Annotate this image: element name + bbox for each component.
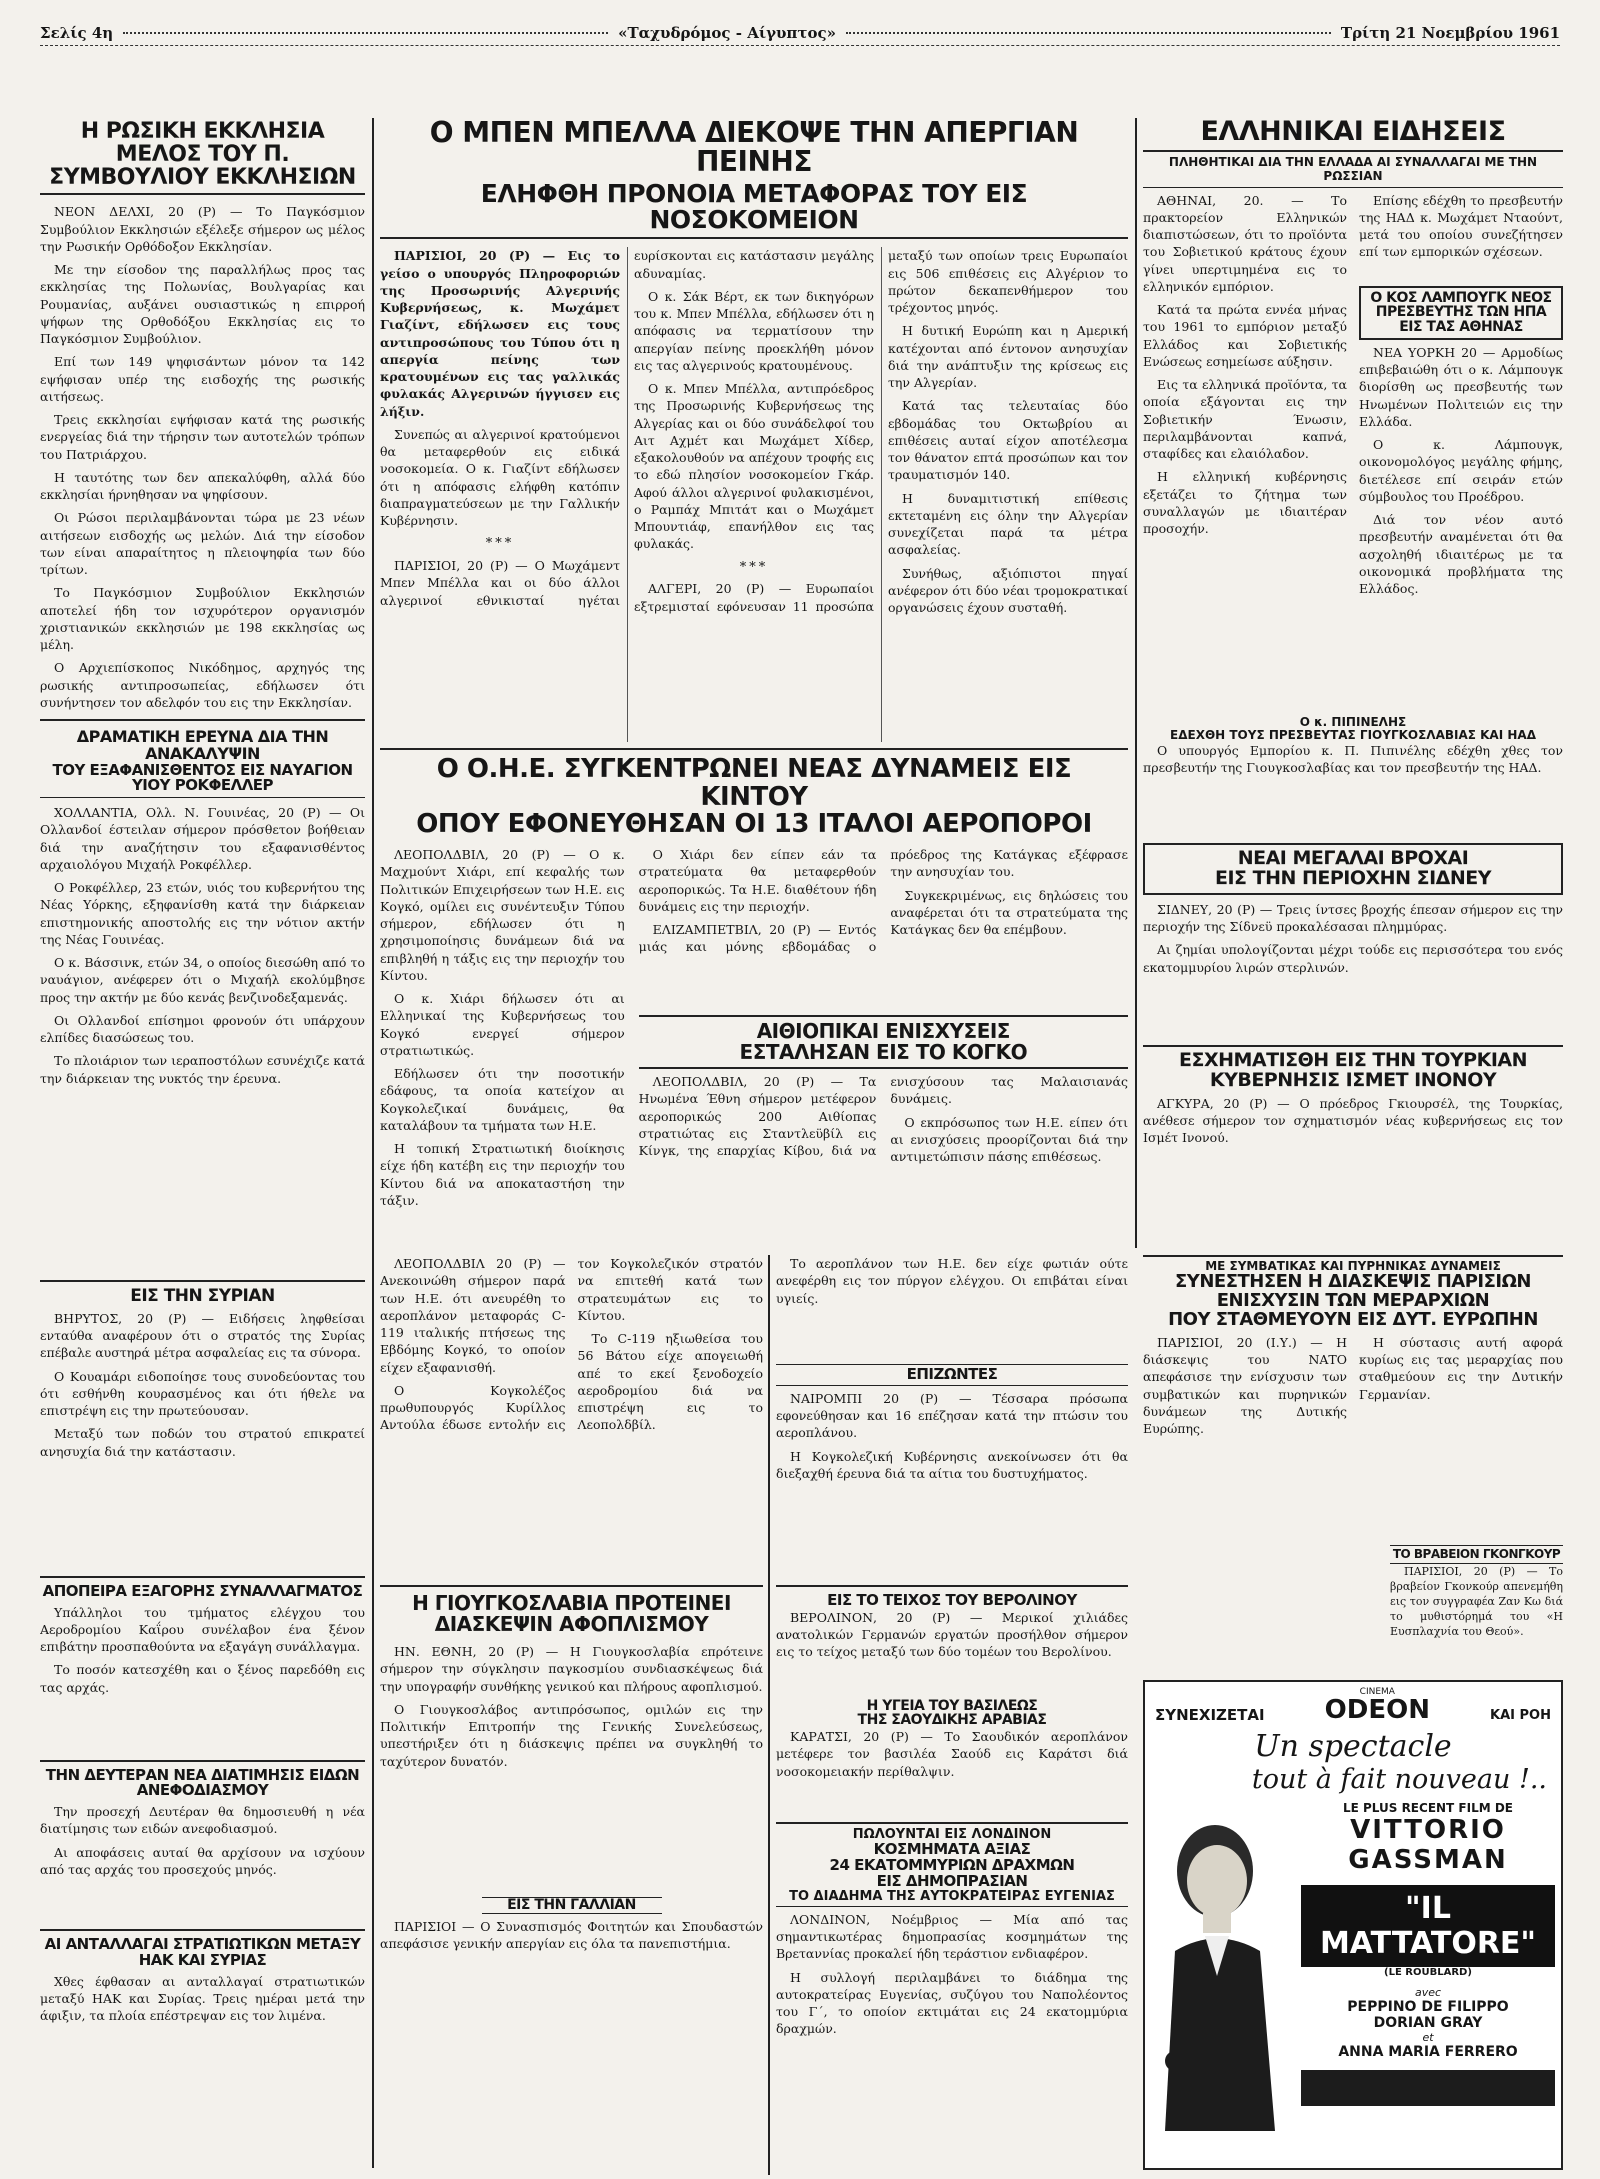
center-right-column xyxy=(776,1585,1128,2170)
paragraph: Ο κ. Μπεν Μπέλλα, αντιπρόεδρος της Προσωρινής Κυβερνήσεως της Αλγερίας και οι δύο συνάδελφοί του Αιτ Αχμέτ και Μωχάμετ Χίδερ, εξακολουθούν να απέχουν τροφής εις το εδώ πλησίον νοσοκομείον Γκάρ. Αφού άλλοι αλγερινοί φυλακισμένοι, ο Ραμπάχ Μπιτάτ και ο Μωχάμετ Μπουντιάφ, επανήλθον εις τας φυλακάς. xyxy=(634,381,874,552)
paragraph: Επί των 149 ψηφισάντων μόνον τα 142 εψήφισαν υπέρ της εισδοχής της ρωσικής αιτήσεως. xyxy=(40,354,365,404)
article-headline: Η ΡΩΣΙΚΗ ΕΚΚΛΗΣΙΑ ΜΕΛΟΣ ΤΟΥ Π. ΣΥΜΒΟΥΛΙΟΥ ΕΚΚΛΗΣΙΩΝ xyxy=(40,120,365,195)
separator-stars: *** xyxy=(739,559,769,575)
article-subheadline: ΕΙΣ ΤΗΝ ΠΕΡΙΟΧΗΝ ΣΙΔΝΕΥ xyxy=(1214,867,1491,890)
article-headline: ΕΝΙΣΧΥΣΙΝ ΤΩΝ ΜΕΡΑΡΧΙΩΝ xyxy=(1216,1290,1490,1312)
article-body xyxy=(1143,742,1563,837)
article-subheadline: ΟΠΟΥ ΕΦΟΝΕΥΘΗΣΑΝ ΟΙ 13 ΙΤΑΛΟΙ ΑΕΡΟΠΟΡΟΙ xyxy=(416,808,1092,839)
section-rule xyxy=(40,1280,365,1282)
article-headline: ΕΙΣ ΤΗΝ ΓΑΛΛΙΑΝ xyxy=(482,1897,662,1914)
paragraph: Το Παγκόσμιον Συμβούλιον Εκκλησιών αποτελεί ήδη τον ισχυρότερον οργανισμόν χριστιανικών εκκλησιών με 198 εκκλησίας ως μέλη. xyxy=(40,585,365,653)
article-kicker: Ο κ. ΠΙΠΙΝΕΛΗΣ xyxy=(1299,714,1407,729)
paragraph: ΛΟΝΔΙΝΟΝ, Νοέμβριος — Μία από τας σημαντικωτέρας δημοπρασίας κοσμημάτων της Βρεταννίας προκαλεί ήδη τεράστιον ενδιαφέρον. xyxy=(776,1911,1128,1962)
article-headline: ΑΠΟΠΕΙΡΑ ΕΞΑΓΟΡΗΣ ΣΥΝΑΛΛΑΓΜΑΤΟΣ xyxy=(42,1581,363,1600)
paragraph: Η δυτική Ευρώπη και η Αμερική κατέχονται από έντονον ανησυχίαν διά την ανάπτυξιν της κρίσεως εις την Αλγερίαν. xyxy=(888,323,1128,391)
paragraph: ΠΑΡΙΣΙΟΙ — Ο Συνασπισμός Φοιτητών και Σπουδαστών απεφάσισε γενικήν απεργίαν εις όλα τα πανεπιστήμια. xyxy=(380,1918,763,1951)
article-body: ΠΑΡΙΣΙΟΙ, 20 (Ι.Υ.) — Η διάσκεψις του ΝΑΤΟ απεφάσισε την ενίσχυσιν των συμβατικών και πυρηνικών δυνάμεων της Δυτικής Ευρώπης. Η σύστασις αυτή αφορά κυρίως εις τας μεραρχίας που σταθμεύουν εις την Δυτικήν Γερμανίαν. xyxy=(1143,1334,1563,1437)
paragraph: Ο Κογκολέζος πρωθυπουργός Κυρίλλος Αντούλα έδωσε εντολήν εις τον Κογκολεζικόν στρατόν να επιτεθή κατά των στρατευμάτων εις το Κίντου. xyxy=(380,1256,763,1433)
article-kicker: ΜΕ ΣΥΜΒΑΤΙΚΑΣ ΚΑΙ ΠΥΡΗΝΙΚΑΣ ΔΥΝΑΜΕΙΣ xyxy=(1143,1255,1563,1273)
section-rule xyxy=(776,1585,1128,1587)
article-headline: Η ΓΙΟΥΓΚΟΣΛΑΒΙΑ ΠΡΟΤΕΙΝΕΙ xyxy=(412,1591,731,1615)
masthead xyxy=(40,20,1560,46)
article-headline: ΑΙ ΑΝΤΑΛΛΑΓΑΙ ΣΤΡΑΤΙΩΤΙΚΩΝ ΜΕΤΑΞΥ ΗΑΚ ΚΑΙ ΣΥΡΙΑΣ xyxy=(44,1935,361,1969)
article-subheadline: ΤΟ ΔΙΑΔΗΜΑ ΤΗΣ ΑΥΤΟΚΡΑΤΕΙΡΑΣ ΕΥΓΕΝΙΑΣ xyxy=(776,1890,1128,1907)
article-body xyxy=(380,1918,763,1953)
separator-stars: *** xyxy=(485,536,515,552)
cast-member: PEPPINO DE FILIPPO xyxy=(1347,1999,1509,2015)
paragraph: ΝΑΙΡΟΜΠΙ 20 (Ρ) — Τέσσαρα πρόσωπα εφονεύθησαν και 16 επέζησαν κατά την πτώσιν του αεροπλάνου. xyxy=(776,1390,1128,1441)
article-headline: ΤΟ ΒΡΑΒΕΙΟΝ ΓΚΟΝΓΚΟΥΡ xyxy=(1390,1545,1563,1564)
article-headline: 24 ΕΚΑΤΟΜΜΥΡΙΩΝ ΔΡΑΧΜΩΝ xyxy=(829,1856,1075,1875)
article-headline: ΣΥΝΕΣΤΗΣΕΝ Η ΔΙΑΣΚΕΨΙΣ ΠΑΡΙΣΙΩΝ xyxy=(1175,1271,1531,1293)
rain-headline-box xyxy=(1143,843,1563,895)
greek-news-block xyxy=(1143,192,1563,712)
ad-header xyxy=(1145,1682,1561,1723)
article-headline: ΕΙΣ ΔΗΜΟΠΡΑΣΙΑΝ xyxy=(876,1871,1028,1890)
paragraph: Ο κ. Σάκ Βέρτ, εκ των δικηγόρων του κ. Μπεν Μπέλλα, εδήλωσεν ότι η απόφασις να τερματίσουν την απεργίαν πείνης προεκλήθη μόνον εις τας αλγερινούς κρατουμένους. xyxy=(634,288,874,373)
issue-date: Τρίτη 21 Νοεμβρίου 1961 xyxy=(1340,23,1560,42)
section-rule xyxy=(1143,1045,1563,1047)
paragraph: ΣΙΔΝΕΥ, 20 (Ρ) — Τρεις ίντσες βροχής έπεσαν σήμερον εις την περιοχήν της Σίδνεϋ προκαλέσασαι πλημμύρας. xyxy=(1143,901,1563,935)
article-body xyxy=(776,1609,1128,1699)
paragraph: Με την είσοδον της παραλλήλως προς τας εκκλησίας της Πολωνίας, Βουλγαρίας και Ρουμανίας, αυξάνει ουσιαστικώς η επιρροή ψήφων της Ορθοδόξου Εκκλησίας εις το Παγκόσμιον Συμβούλιον. xyxy=(40,262,365,347)
odeon-brand: ODEON xyxy=(1324,1695,1430,1725)
article-headline: ΕΔΕΧΘΗ ΤΟΥΣ ΠΡΕΣΒΕΥΤΑΣ ΓΙΟΥΓΚΟΣΛΑΒΙΑΣ ΚΑΙ ΗΑΔ xyxy=(1170,727,1536,742)
ad-tagline: LE PLUS RECENT FILM DE xyxy=(1342,1801,1514,1815)
paragraph: ΚΑΡΑΤΣΙ, 20 (Ρ) — Το Σαουδικόν αεροπλάνον μετέφερε τον βασιλέα Σαούδ εις Καράτσι διά νοσοκομειακήν περίθαλψιν. xyxy=(776,1729,1128,1779)
section-rule xyxy=(40,1929,365,1931)
ad-top-right: ΚΑΙ ΡΟΗ xyxy=(1490,1707,1551,1723)
article-headline: ΝΕΑΙ ΜΕΓΑΛΑΙ ΒΡΟΧΑΙ xyxy=(1237,847,1469,870)
paragraph: Ο κ. Χιάρι δήλωσεν ότι αι Ελληνικαί της Κυβερνήσεως του Κογκό ενεργεί σήμερον στρατιωτικώς. xyxy=(380,991,625,1058)
article-body: ΛΕΟΠΟΛΔΒΙΛ 20 (Ρ) — Ανεκοινώθη σήμερον παρά των Η.Ε. ότι ανευρέθη το αεροπλάνον μεταφοράς C-119 ιταλικής πτήσεως της Εβδόμης Κογκό, το οποίον είχεν εξαφανισθή. Ο Κογκολέζος πρωθυπουργός Κυρίλλος Αντούλα έδωσε εντολήν εις τον Κογκολεζικόν στρατόν να επιτεθή κατά των στρατευμάτων εις το Κίντου. Το C-119 ηξιωθείσα του 56 Βάτου είχε απογειωθή απέ το εκεί ξενοδοχείο αεροδρομίου διά να επιστρέψη εις το Λεοπολδβίλ. xyxy=(380,1256,763,1433)
newspaper-name: «Ταχυδρόμος - Αίγυπτος» xyxy=(618,23,837,42)
article-subheadline: ΚΥΒΕΡΝΗΣΙΣ ΙΣΜΕΤ ΙΝΟΝΟΥ xyxy=(1209,1068,1497,1091)
center-section xyxy=(380,118,1128,1248)
paragraph: ΛΕΟΠΟΛΔΒΙΛ 20 (Ρ) — Ανεκοινώθη σήμερον παρά των Η.Ε. ότι ανευρέθη το αεροπλάνον μεταφοράς C-119 ιταλικής πτήσεως της Εβδόμης Κογκό, το οποίον είχεν εξαφανισθή. xyxy=(380,1256,566,1375)
actor-first-name: VITTORIO xyxy=(1350,1815,1506,1845)
section-rule xyxy=(40,1576,365,1578)
article-body: ΗΝ. ΕΘΝΗ, 20 (Ρ) — Η Γιουγκοσλαβία επρότεινε σήμερον την σύγκλησιν παγκοσμίου συνδιασκέψεως διά την υπογραφήν συνθήκης γενικού και πλήρους αφοπλισμού. Ο Γιουγκοσλάβος αντιπρόσωπος, ομιλών εις την Πολιτικήν Επιτροπήν της Γενικής Συνελεύσεως, υπεστήριξεν ότι η διάσκεψις πρέπει να συγκληθή το ταχύτερον δυνατόν. xyxy=(380,1644,763,1769)
article-headline: ΠΟΥ ΣΤΑΘΜΕΥΟΥΝ ΕΙΣ ΔΥΤ. ΕΥΡΩΠΗΝ xyxy=(1168,1308,1538,1330)
left-column xyxy=(40,118,365,2168)
ad-body xyxy=(1145,1801,1561,2131)
article-headline: ΚΟΣΜΗΜΑΤΑ ΑΞΙΑΣ xyxy=(873,1840,1031,1859)
article-headline: ΔΡΑΜΑΤΙΚΗ ΕΡΕΥΝΑ ΔΙΑ ΤΗΝ ΑΝΑΚΑΛΥΨΙΝ xyxy=(76,727,329,763)
article-headline: ΕΙΣ ΤΑΣ ΑΘΗΝΑΣ xyxy=(1399,319,1523,336)
film-title: "IL MATTATORE" xyxy=(1301,1885,1555,1967)
paragraph: ΠΑΡΙΣΙΟΙ, 20 (Ι.Υ.) — Η διάσκεψις του ΝΑΤΟ απεφάσισε την ενίσχυσιν των συμβατικών και πυρηνικών δυνάμεων της Δυτικής Ευρώπης. xyxy=(1143,1334,1347,1437)
section-rule xyxy=(40,1760,365,1762)
dotted-rule xyxy=(846,31,1331,34)
article-column xyxy=(1359,192,1563,712)
section-rule xyxy=(380,748,1128,750)
article-body xyxy=(776,1728,1128,1818)
ad-and: et xyxy=(1422,2031,1434,2044)
article-body: ΛΟΝΔΙΝΟΝ, Νοέμβριος — Μία από τας σημαντικωτέρας δημοπρασίας κοσμημάτων της Βρεταννίας προκαλεί ήδη τεράστιον ενδιαφέρον. Η συλλογή περιλαμβάνει το διάδημα της αυτοκρατείρας Ευγενίας, συζύγου του Ναπολέοντος του Γ΄, το οποίον εκτιμάται εις 24 εκατομμύρια δραχμών. xyxy=(776,1911,1128,2037)
section-rule xyxy=(380,1585,763,1587)
ad-with: avec xyxy=(1414,1986,1442,1999)
article-body-filler: Το αεροπλάνον των Η.Ε. δεν είχε φωτιάν ούτε ανεφέρθη εις τον πύργον ελέγχου. Οι επιβάται είναι υγιείς. xyxy=(776,1256,1128,1306)
column-rule xyxy=(1135,118,1137,1248)
article-body-filler: Την προσεχή Δευτέραν θα δημοσιευθή η νέα διατίμησις των ειδών ανεφοδιασμού. Αι αποφάσεις αυταί θα αρχίσουν να ισχύουν από τας αρχάς του προσεχούς μηνός. xyxy=(40,1804,365,1877)
paragraph: Ο υπουργός Εμπορίου κ. Π. Πιπινέλης εδέχθη χθες τον πρεσβευτήν της Γιουγκοσλαβίας και τον πρεσβευτήν της ΗΑΔ. xyxy=(1143,743,1563,776)
article-column xyxy=(639,846,1128,1248)
congo-article xyxy=(380,846,1128,1248)
ad-script-line: Un spectacle xyxy=(1254,1729,1452,1764)
paragraph: Ο Αρχιεπίσκοπος Νικόδημος, αρχηγός της ρωσικής αντιπροσωπείας, εδήλωσεν ότι συνήντησεν τον αδελφόν του εις την Εκκλησίαν. xyxy=(40,660,365,710)
ad-continues-label: ΣΥΝΕΧΙΖΕΤΑΙ xyxy=(1155,1705,1265,1724)
lead-subheadline: ΕΛΗΦΘΗ ΠΡΟΝΟΙΑ ΜΕΤΑΦΟΡΑΣ ΤΟΥ ΕΙΣ ΝΟΣΟΚΟΜΕΙΟΝ xyxy=(380,181,1128,240)
article-headline: ΠΡΕΣΒΕΥΤΗΣ ΤΩΝ ΗΠΑ xyxy=(1375,304,1547,321)
article-body: ΣΙΔΝΕΥ, 20 (Ρ) — Τρεις ίντσες βροχής έπεσαν σήμερον εις την περιοχήν της Σίδνεϋ προκαλέσασαι πλημμύρας. Αι ζημίαι υπολογίζονται μέχρι τούδε εις περισσότερα του ενός εκατομμυρίου λιρών στερλινών. xyxy=(1143,901,1563,975)
article-body-filler: ΒΗΡΥΤΟΣ, 20 (Ρ) — Ειδήσεις ληφθείσαι ενταύθα αναφέρουν ότι ο στρατός της Συρίας επέβαλε αυστηρά μέτρα ασφαλείας εις τα σύνορα. Ο Κουαμάρι ειδοποίησε τους συνοδεύοντας του ότι εσθήνθη κουρασμένος και ότι ήθελε να επιστρέψη εις την πρωτεύουσαν. Μεταξύ των ποδών του στρατού επικρατεί ανησυχία διά την κατάστασιν. xyxy=(40,1310,365,1459)
right-column xyxy=(1143,118,1563,1248)
article-kicker: ΠΩΛΟΥΝΤΑΙ ΕΙΣ ΛΟΝΔΙΝΟΝ xyxy=(852,1827,1052,1843)
article-headline: Ο Ο.Η.Ε. ΣΥΓΚΕΝΤΡΩΝΕΙ ΝΕΑΣ ΔΥΝΑΜΕΙΣ ΕΙΣ ΚΙΝΤΟΥ xyxy=(436,754,1072,812)
article-body-filler: Χθες έφθασαν αι ανταλλαγαί στρατιωτικών μεταξύ ΗΑΚ και Συρίας. Τρεις ημέραι μετά την άφιξιν, τα πλοία επέστρεψαν εις τον λιμένα. xyxy=(40,1973,365,2024)
paragraph: ΑΛΓΕΡΙ, 20 (Ρ) — Ευρωπαίοι εξτρεμισταί εφόνευσαν 11 προσώπα μεταξύ των οποίων τρεις Ευρωπαίοι εις 506 επιθέσεις εις Αλγέριον το πρώτον δεκαπενθήμερον του τρέχοντος μηνός. xyxy=(634,248,1128,614)
paragraph: ΛΕΟΠΟΛΔΒΙΛ, 20 (Ρ) — Τα Ηνωμένα Έθνη σήμερον μετέφερον αεροπορικώς 200 Αιθίοπας στρατιώτας εις Σταντλεϋβίλ εις Κίνγκ, της επαρχίας Κίβου, διά να ενισχύσουν τας Μαλαισιανάς δυνάμεις. xyxy=(638,1074,1128,1159)
section-title: ΕΛΛΗΝΙΚΑΙ ΕΙΔΗΣΕΙΣ xyxy=(1143,118,1563,152)
lead-headline: Ο ΜΠΕΝ ΜΠΕΛΛΑ ΔΙΕΚΟΨΕ ΤΗΝ ΑΠΕΡΓΙΑΝ ΠΕΙΝΗΣ xyxy=(429,118,1079,179)
article-headline: ΕΣΧΗΜΑΤΙΣΘΗ ΕΙΣ ΤΗΝ ΤΟΥΡΚΙΑΝ xyxy=(1178,1048,1527,1071)
paragraph: Οι Ρώσοι περιλαμβάνονται τώρα με 23 νέων αιτήσεων εισδοχής ως μελών. Διά την είσοδον των είναι απαραίτητος η πλειοψηφία των δύο τρίτων. xyxy=(40,510,365,578)
article-subheadline: ΤΟΥ ΕΞΑΦΑΝΙΣΘΕΝΤΟΣ ΕΙΣ ΝΑΥΑΓΙΟΝ ΥΙΟΥ ΡΟΚΦΕΛΛΕΡ xyxy=(40,763,365,799)
article-body-filler: Επίσης εδέχθη το πρεσβευτήν της ΗΑΔ κ. Μωχάμετ Νταούντ, μετά του οποίου συνεζήτησεν επί των εμπορικών σχέσεων. xyxy=(1359,192,1563,260)
article-subheadline: ΤΗΣ ΣΑΟΥΔΙΚΗΣ ΑΡΑΒΙΑΣ xyxy=(857,1712,1047,1729)
section-rule xyxy=(40,719,365,721)
plane-article-right xyxy=(776,1255,1128,1575)
paragraph: ΝΕΑ ΥΟΡΚΗ 20 — Αρμοδίως επιβεβαιώθη ότι ο κ. Λάμπουγκ διορίσθη ως πρεσβευτής των Ηνωμένων Πολιτειών εις την Ελλάδα. xyxy=(1359,344,1563,429)
article-body xyxy=(1390,1564,1563,1640)
cast-member: ANNA MARIA FERRERO xyxy=(1338,2044,1518,2060)
cinema-logo xyxy=(1325,1688,1430,1723)
article-headline: ΕΙΣ ΤΗΝ ΣΥΡΙΑΝ xyxy=(130,1286,275,1307)
film-subtitle: (LE ROUBLARD) xyxy=(1384,1967,1472,1978)
plane-article-left xyxy=(380,1255,763,1575)
paragraph: ΠΑΡΙΣΙΟΙ, 20 (Ρ) — Το βραβείον Γκονκούρ απενεμήθη εις τον συγγραφέα Ζαν Κω διά το μυθιστόρημά του «Η Ευσπλαχνία του Θεού». xyxy=(1390,1564,1563,1639)
paragraph: ΝΕΟΝ ΔΕΛΧΙ, 20 (Ρ) — Το Παγκόσμιον Συμβούλιον Εκκλησιών εξέλεξε σήμερον ως μέλος την Ρωσικήν Ορθόδοξον Εκκλησίαν. xyxy=(40,204,365,254)
paragraph: Συνεπώς αι αλγερινοί κρατούμενοι θα μεταφερθούν εις ειδικά νοσοκομεία. Ο κ. Γιαζίντ εδήλωσεν ότι η απόφασις ελήφθη κατόπιν διαπραγματεύσεων με την Γαλλικήν Κυβέρνησιν. xyxy=(380,426,620,529)
cinema-label: CINEMA xyxy=(1359,1687,1395,1697)
article-body: ΝΕΑ ΥΟΡΚΗ 20 — Αρμοδίως επιβεβαιώθη ότι ο κ. Λάμπουγκ διορίσθη ως πρεσβευτής των Ηνωμένων Πολιτειών εις την Ελλάδα. Ο κ. Λάμπουγκ, οικονομολόγος μεγάλης φήμης, διετέλεσε επί σειράν ετών σύμβουλος του Προέδρου. Διά τον νέον αυτό πρεσβευτήν αναμένεται ότι θα ασχοληθή ιδιαιτέρως με τα οικονομικά προβλήματα της Ελλάδος. xyxy=(1359,344,1563,597)
actor-portrait-image xyxy=(1145,1801,1295,2131)
section-rule xyxy=(776,1822,1128,1824)
ad-script-line: tout à fait nouveau !.. xyxy=(1251,1764,1547,1795)
paragraph: ΗΝ. ΕΘΝΗ, 20 (Ρ) — Η Γιουγκοσλαβία επρότεινε σήμερον την σύγκλησιν παγκοσμίου συνδιασκέψεως διά την υπογραφήν συνθήκης γενικού και πλήρους αφοπλισμού. xyxy=(380,1644,763,1694)
yugoslavia-article xyxy=(380,1585,763,2170)
cast-member: DORIAN GRAY xyxy=(1373,2015,1483,2031)
article-subheadline: ΔΙΑΣΚΕΨΙΝ ΑΦΟΠΛΙΣΜΟΥ xyxy=(434,1612,709,1636)
actor-last-name: GASSMAN xyxy=(1348,1845,1508,1875)
article-headline: Ο ΚΟΣ ΛΑΜΠΟΥΓΚ ΝΕΟΣ xyxy=(1370,289,1552,306)
cinema-advertisement xyxy=(1143,1680,1563,2170)
dotted-rule xyxy=(123,31,608,34)
actor-illustration xyxy=(1145,1801,1295,2131)
article-body: ΝΑΙΡΟΜΠΙ 20 (Ρ) — Τέσσαρα πρόσωπα εφονεύθησαν και 16 επέζησαν κατά την πτώσιν του αεροπλάνου. Η Κογκολεζική Κυβέρνησις ανεκοίνωσεν ότι θα διεξαχθή έρευνα διά τα αίτια του δυστυχήματος. xyxy=(776,1390,1128,1481)
paragraph: Η ταυτότης των δεν απεκαλύφθη, αλλά δύο εκκλησίαι ήρνηθησαν να ψηφίσουν. xyxy=(40,469,365,503)
article-subheadline: ΕΣΤΑΛΗΣΑΝ ΕΙΣ ΤΟ ΚΟΓΚΟ xyxy=(739,1040,1028,1065)
paragraph: ΠΑΡΙΣΙΟΙ, 20 (Ρ) — Εις το γείσο ο υπουργός Πληροφοριών της Προσωρινής Αλγερινής Κυβερνήσεως, κ. Μωχάμετ Γιαζίντ, εδήλωσεν εις τους αντιπροσώπους του Τύπου ότι η απεργία πείνης των κρατουμένων εις τας γαλλικάς φυλακάς Αλγερινών ήγγισεν εις λήξιν. xyxy=(380,248,620,419)
article-column: ΛΕΟΠΟΛΔΒΙΛ, 20 (Ρ) — Ο κ. Μαχμούντ Χιάρι, επί κεφαλής των Πολιτικών Επιχειρήσεων των Η.Ε. εις Κογκό, ομίλει εις συνέντευξιν Τύπου σήμερον, εδήλωσεν ότι η χρησιμοποίησις δυνάμεων διά να επιβληθή η τάξις εις την περιοχήν του Κίντου. Ο κ. Χιάρι δήλωσεν ότι αι Ελληνικαί της Κυβερνήσεως του Κογκό ενεργεί σήμερον στρατιωτικώς. Εδήλωσεν ότι την ποσοτικήν εδάφους, τα οποία κατείχον αι Κογκολεζικαί δυνάμεις, θα καταλάβουν τα τμήματα των Η.Ε. Η τοπική Στρατιωτική διοίκησις είχε ήδη κατέβη εις την περιοχήν του Κίντου διά να αποκαταστήση την τάξιν. xyxy=(380,847,625,1208)
paragraph: Τρεις εκκλησίαι εψήφισαν κατά της ρωσικής ενεργείας διά την τήρησιν των αυτοτελών τρόπων του Πατριάρχου. xyxy=(40,412,365,462)
article-body-filler: Υπάλληλοι του τμήματος ελέγχου του Αεροδρομίου Καΐρου συνέλαβον ένα ξένον επιβάτην προσπαθούντα να εξαγάγη συνάλλαγμα. Το ποσόν κατεσχέθη και ο ξένος παρεδόθη εις τας αρχάς. xyxy=(40,1604,365,1695)
ad-footer-banner xyxy=(1301,2070,1555,2106)
article-headline: ΕΙΣ ΤΟ ΤΕΙΧΟΣ ΤΟΥ ΒΕΡΟΛΙΝΟΥ xyxy=(827,1591,1077,1609)
page-number: Σελίς 4η xyxy=(40,23,114,42)
article-column-text: Ο Χιάρι δεν είπεν εάν τα στρατεύματα θα μεταφερθούν αεροπορικώς. Τα Η.Ε. διαθέτουν ήδη δυνάμεις εις την περιοχήν. ΕΛΙΖΑΜΠΕΤΒΙΛ, 20 (Ρ) — Εντός μιάς και μόνης εβδομάδας ο πρόεδρος της Κατάγκας εξέφρασε την ανησυχίαν του. Συγκεκριμένως, εις δηλώσεις του αναφέρεται ότι τα στρατεύματα της Κατάγκας δεν θα επέμβουν. xyxy=(638,847,1128,955)
article-headline: ΠΛΗΘΗΤΙΚΑΙ ΔΙΑ ΤΗΝ ΕΛΛΑΔΑ ΑΙ ΣΥΝΑΛΛΑΓΑΙ ΜΕ ΤΗΝ ΡΩΣΣΙΑΝ xyxy=(1143,156,1563,187)
column-rule xyxy=(768,1255,770,2175)
ambassador-headline-box xyxy=(1359,286,1563,340)
goncourt-article xyxy=(1390,1545,1563,1675)
article-column-text: ΛΕΟΠΟΛΔΒΙΛ, 20 (Ρ) — Τα Ηνωμένα Έθνη σήμερον μετέφερον αεροπορικώς 200 Αιθίοπας στρατιώτας εις Σταντλεϋβίλ εις Κίνγκ, της επαρχίας Κίβου, διά να ενισχύσουν τας Μαλαισιανάς δυνάμεις. Ο εκπρόσωπος των Η.Ε. είπεν ότι αι ενισχύσεις προορίζονται διά την αντιμετώπισιν πάσης επιθέσεως. xyxy=(638,1074,1128,1165)
article-body xyxy=(1143,1095,1563,1147)
paragraph: ΠΑΡΙΣΙΟΙ, 20 (Ρ) — Ο Μωχάμεντ Μπεν Μπέλλα και οι δύο άλλοι αλγερινοί εθνικισταί ηγέται ευρίσκονται εις κατάστασιν μεγάλης αδυναμίας. xyxy=(380,248,874,608)
article-headline: ΑΙΘΙΟΠΙΚΑΙ ΕΝΙΣΧΥΣΕΙΣ xyxy=(756,1019,1010,1044)
lead-article-body: ΠΑΡΙΣΙΟΙ, 20 (Ρ) — Εις το γείσο ο υπουργός Πληροφοριών της Προσωρινής Αλγερινής Κυβερνήσεως, κ. Μωχάμετ Γιαζίντ, εδήλωσεν εις τους αντιπροσώπους του Τύπου ότι η απεργία πείνης των κρατουμένων εις τας γαλλικάς φυλακάς Αλγερινών ήγγισεν εις λήξιν. Συνεπώς αι αλγερινοί κρατούμενοι θα μεταφερθούν εις ειδικά νοσοκομεία. Ο κ. Γιαζίντ εδήλωσεν ότι η απόφασις ελήφθη κατόπιν διαπραγματεύσεων με την Γαλλικήν Κυβέρνησιν. *** ΠΑΡΙΣΙΟΙ, 20 (Ρ) — Ο Μωχάμεντ Μπεν Μπέλλα και οι δύο άλλοι αλγερινοί εθνικισταί ηγέται ευρίσκονται εις κατάστασιν μεγάλης αδυναμίας. Ο κ. Σάκ Βέρτ, εκ των δικηγόρων του κ. Μπεν Μπέλλα, εδήλωσεν ότι η απόφασις να τερματίσουν την απεργίαν πείνης προεκλήθη μόνον εις τας αλγερινούς κρατουμένους. Ο κ. Μπεν Μπέλλα, αντιπρόεδρος της Προσωρινής Κυβερνήσεως της Αλγερίας και οι δύο συνάδελφοί του Αιτ Αχμέτ και Μωχάμετ Χίδερ, εξακολουθούν να απέχουν τροφής εις το εδώ πλησίον νοσοκομείον Γκάρ. Αφού άλλοι αλγερινοί φυλακισμένοι, ο Ραμπάχ Μπιτάτ και ο Μωχάμετ Μπουντιάφ, επανήλθον εις τας φυλακάς. *** ΑΛΓΕΡΙ, 20 (Ρ) — Ευρωπαίοι εξτρεμισταί εφόνευσαν 11 προσώπα μεταξύ των οποίων τρεις Ευρωπαίοι εις 506 επιθέσεις εις Αλγέριον το πρώτον δεκαπενθήμερον του τρέχοντος μηνός. Η δυτική Ευρώπη και η Αμερική κατέχονται από έντονον ανησυχίαν διά την ανάπτυξιν της κρίσεως εις την Αλγερίαν. Κατά τας τελευταίας δύο εβδομάδας του Οκτωβρίου αι επιθέσεις αυταί είχον αποτέλεσμα τον θάνατον επτά προσώπων και τον τραυματισμόν 140. Η δυναμιτιστική επίθεσις εκτεταμένη εις όλην την Αλγερίαν συνεχίζεται παρά τα μέτρα ασφαλείας. Συνήθως, αξιόπιστοι πηγαί ανέφερον ότι δύο νέαι τρομοκρατικαί οργανώσεις έχουν συσταθή. xyxy=(380,248,1128,616)
ad-text xyxy=(1295,1801,1561,2131)
article-body xyxy=(40,203,365,711)
ethiopia-headline-box xyxy=(639,1015,1128,1069)
paragraph: ΛΕΟΠΟΛΔΒΙΛ, 20 (Ρ) — Ο κ. Μαχμούντ Χιάρι, επί κεφαλής των Πολιτικών Επιχειρήσεων των Η.Ε. εις Κογκό, ομίλει εις συνέντευξιν Τύπου σήμερον, εδήλωσεν ότι η χρησιμοποίησις δυνάμεων διά να επιβληθή η τάξις εις την περιοχήν του Κίντου. xyxy=(380,847,625,983)
article-column: ΑΘΗΝΑΙ, 20. — Το πρακτορείον Ελληνικών διαπιστώσεων, ότι το προϊόντα του Σοβιετικού κράτους έχουν γίνει υπερτιμημένα εις το ελληνικόν εμπόριον. Κατά τα πρώτα εννέα μήνας του 1961 το εμπόριον μεταξύ Ελλάδος και Σοβιετικής Ενώσεως εσημείωσε αύξησιν. Εις τα ελληνικά προϊόντα, τα οποία εξάγονται εις την Σοβιετικήν Ένωσιν, περιλαμβάνονται καπνά, σταφίδες και ελαιόλαδον. Η ελληνική κυβέρνησις εξετάζει το ζήτημα των συναλλαγών με ιδιαιτέραν προσοχήν. xyxy=(1143,192,1347,537)
column-rule xyxy=(372,118,374,2168)
paragraph: ΒΕΡΟΛΙΝΟΝ, 20 (Ρ) — Μερικοί χιλιάδες ανατολικών Γερμανών εργατών προσήλθον σήμερον εις το τείχος μεταξύ των δύο τομέων του Βερολίνου. xyxy=(776,1609,1128,1660)
nato-article xyxy=(1143,1255,1563,1540)
article-headline: ΤΗΝ ΔΕΥΤΕΡΑΝ ΝΕΑ ΔΙΑΤΙΜΗΣΙΣ ΕΙΔΩΝ ΑΝΕΦΟΔΙΑΣΜΟΥ xyxy=(45,1765,360,1800)
article-headline: ΕΠΙΖΩΝΤΕΣ xyxy=(776,1364,1128,1386)
article-body-filler: ΧΟΛΛΑΝΤΙΑ, Ολλ. Ν. Γουινέας, 20 (Ρ) — Οι Ολλανδοί έστειλαν σήμερον πρόσθετον βοήθειαν διά την αναζήτησιν του εξαφανισθέντος αρχαιολόγου Μιχαήλ Ροκφέλλερ. Ο Ροκφέλλερ, 23 ετών, υιός του κυβερνήτου της Νέας Υόρκης, εξηφανίσθη κατά την διάρκειαν επιστημονικής αποστολής εις την νότιον ακτήν της Νέας Γουινέας. Ο κ. Βάσσινκ, ετών 34, ο οποίος διεσώθη από το ναυάγιον, ανέφερεν ότι ο Μιχαήλ εκολύμβησε προς την ακτήν με δύο κενάς βενζινοδεξαμενάς. Οι Ολλανδοί επίσημοι φρονούν ότι υπάρχουν ελπίδες διασώσεως του. Το πλοιάριον των ιεραποστόλων εσυνέχιζε κατά την διάρκειαν της νυκτός την έρευνα. xyxy=(40,805,365,1086)
article-headline: Η ΥΓΕΙΑ ΤΟΥ ΒΑΣΙΛΕΩΣ xyxy=(866,1697,1038,1714)
paragraph: ΑΓΚΥΡΑ, 20 (Ρ) — Ο πρόεδρος Γκιουρσέλ, της Τουρκίας, ανέθεσε σήμερον τον σχηματισμόν νέας κυβερνήσεως εις τον Ισμέτ Ινονού. xyxy=(1143,1095,1563,1146)
paragraph: ΑΘΗΝΑΙ, 20. — Το πρακτορείον Ελληνικών διαπιστώσεων, ότι το προϊόντα του Σοβιετικού κράτους έχουν γίνει υπερτιμημένα εις το ελληνικόν εμπόριον. xyxy=(1143,192,1347,294)
